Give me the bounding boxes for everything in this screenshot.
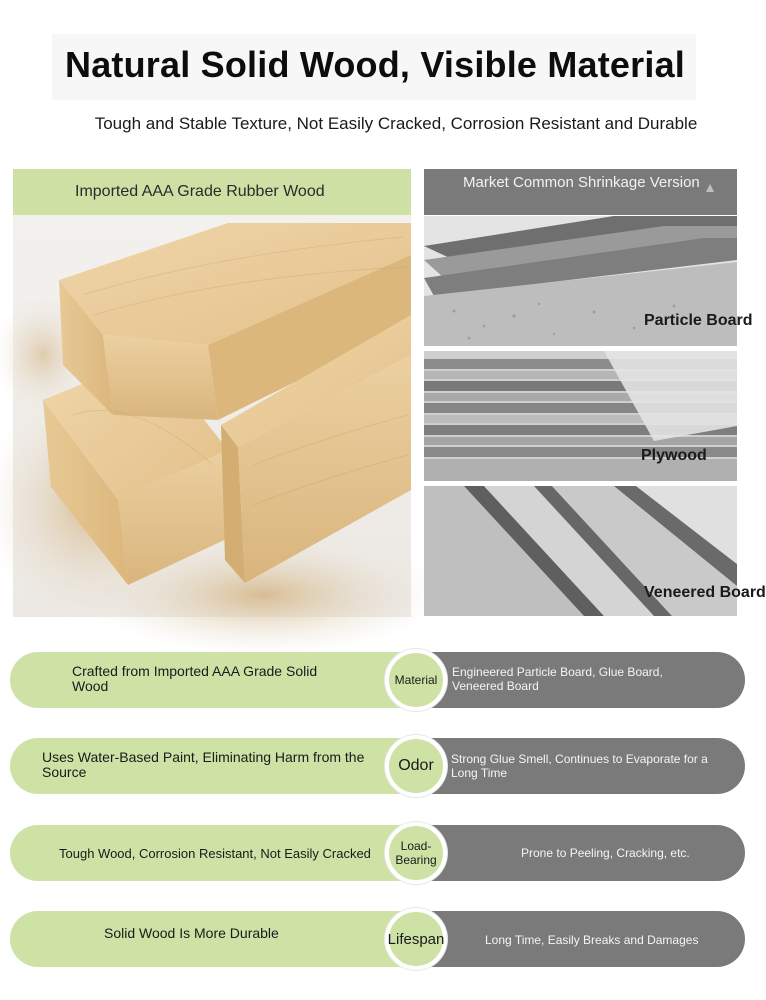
- market-version-label: [424, 169, 737, 215]
- solid-wood-panel: [13, 169, 411, 617]
- veneered-board-label: Veneered Board: [644, 584, 766, 601]
- solid-wood-cell: [10, 825, 410, 881]
- market-board-cell: [420, 825, 745, 881]
- market-board-cell: [420, 652, 745, 708]
- plywood-label: Plywood: [641, 447, 707, 464]
- market-board-text: Long Time, Easily Breaks and Damages: [485, 933, 699, 947]
- comparison-category-badge: [385, 908, 447, 970]
- rubber-wood-image: [13, 215, 411, 617]
- particle-board-image: [424, 216, 753, 346]
- category-label: Load-Bearing: [395, 839, 437, 867]
- watermark-icon: ▲: [703, 179, 717, 195]
- page-title: Natural Solid Wood, Visible Material: [65, 44, 685, 85]
- category-label: Lifespan: [387, 930, 445, 948]
- solid-wood-cell: [10, 911, 410, 967]
- solid-wood-label: Imported AAA Grade Rubber Wood: [13, 169, 411, 215]
- comparison-row-odor: [10, 738, 745, 794]
- comparison-row-load-bearing: [10, 825, 745, 881]
- solid-wood-text: Solid Wood Is More Durable: [104, 925, 279, 941]
- page-subtitle: Tough and Stable Texture, Not Easily Cracked, Corrosion Resistant and Durable: [94, 114, 698, 133]
- particle-board-label: Particle Board: [644, 312, 753, 329]
- market-board-text: Engineered Particle Board, Glue Board, Veneered Board: [452, 665, 663, 693]
- market-board-text: Prone to Peeling, Cracking, etc.: [521, 846, 690, 860]
- category-label: Material: [394, 673, 438, 687]
- plywood-image: [424, 351, 737, 481]
- category-label: Odor: [398, 757, 434, 774]
- comparison-row-material: [10, 652, 745, 708]
- comparison-row-lifespan: [10, 911, 745, 967]
- market-board-cell: [420, 738, 745, 794]
- comparison-category-badge: [385, 735, 447, 797]
- market-version-text: Market Common Shrinkage Version: [463, 174, 700, 191]
- veneered-board-image: [424, 486, 766, 616]
- comparison-category-badge: [385, 822, 447, 884]
- market-board-text: Strong Glue Smell, Continues to Evaporate for a Long Time: [451, 752, 708, 780]
- market-board-panel: [424, 169, 766, 617]
- solid-wood-text: Tough Wood, Corrosion Resistant, Not Easily Cracked: [59, 846, 371, 861]
- solid-wood-cell: [10, 652, 410, 708]
- solid-wood-cell: [10, 738, 410, 794]
- wood-blocks-illustration: [13, 215, 411, 617]
- comparison-category-badge: [385, 649, 447, 711]
- market-board-cell: [420, 911, 745, 967]
- solid-wood-text: Uses Water-Based Paint, Eliminating Harm from the Source: [42, 749, 365, 780]
- solid-wood-text: Crafted from Imported AAA Grade Solid Wood: [72, 663, 318, 694]
